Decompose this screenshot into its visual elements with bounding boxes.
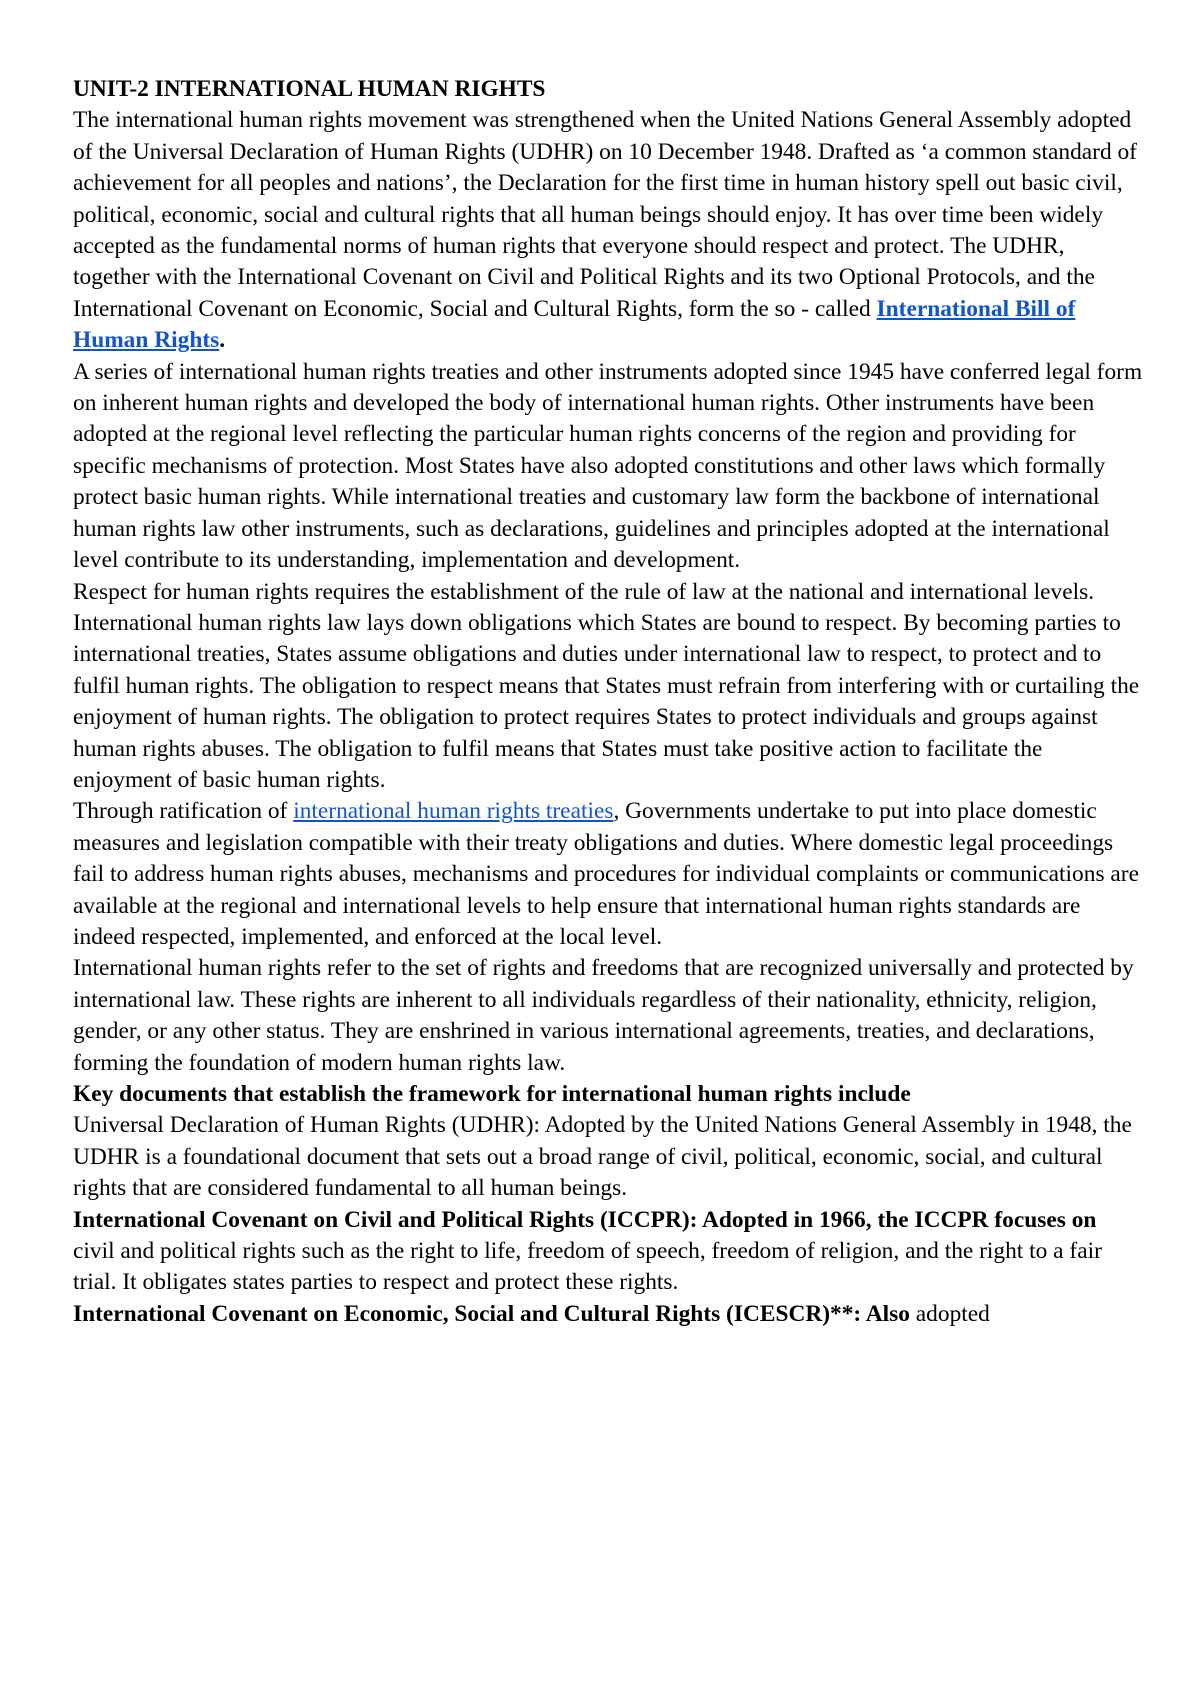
paragraph-text: The international human rights movement was strengthened when the United Nations General Assembly adopted of the Universal Declaration of Human Rights (UDHR) on 10 December 1948. Drafted as ‘a common standard of achievement for all peoples and nations’, the Declaration for the first time in human history spell out basic civil, political, economic, social and cultural rights that all human beings should enjoy. It has over time been widely accepted as the fundamental norms of human rights that everyone should respect and protect. The UDHR, together with the International Covenant on Civil and Political Rights and its two Optional Protocols, and the International Covenant on Economic, Social and Cultural Rights, form the so - called	[73, 107, 1137, 322]
page-title: UNIT-2 INTERNATIONAL HUMAN RIGHTS	[73, 76, 546, 102]
icescr-heading: International Covenant on Economic, Social and Cultural Rights (ICESCR)**: Also	[73, 1300, 910, 1327]
paragraph-udhr: Universal Declaration of Human Rights (UDHR): Adopted by the United Nations General Assembly in 1948, the UDHR is a foundational document that sets out a broad range of civil, political, economic, social, and cultural rights that are considered fundamental to all human beings.	[73, 1112, 1132, 1202]
paragraph-ratification	[73, 796, 1143, 953]
paragraph-text: , Governments undertake to put into place domestic measures and legislation compatible with their treaty obligations and duties. Where domestic legal proceedings fail to address human rights abuses, mechanisms and procedures for individual complaints or communications are available at the regional and international levels to help ensure that international human rights standards are indeed respected, implemented, and enforced at the local level.	[73, 798, 1139, 950]
paragraph-iccpr	[73, 1205, 1143, 1299]
iccpr-heading: International Covenant on Civil and Political Rights (ICCPR): Adopted in 1966, the ICCPR focuses on	[73, 1206, 1097, 1233]
document-body	[73, 74, 1143, 1330]
paragraph-text: civil and political rights such as the right to life, freedom of speech, freedom of religion, and the right to a fair trial. It obligates states parties to respect and protect these rights.	[73, 1238, 1102, 1296]
paragraph-obligations: International human rights law lays down obligations which States are bound to respect. By becoming parties to international treaties, States assume obligations and duties under international law to respect, to protect and to fulfil human rights. The obligation to respect means that States must refrain from interfering with or curtailing the enjoyment of human rights. The obligation to protect requires States to protect individuals and groups against human rights abuses. The obligation to fulfil means that States must take positive action to facilitate the enjoyment of basic human rights.	[73, 609, 1140, 793]
paragraph-rule-of-law: Respect for human rights requires the establishment of the rule of law at the national and international levels.	[73, 578, 1095, 605]
key-documents-heading: Key documents that establish the framework for international human rights include	[73, 1081, 911, 1107]
treaties-link[interactable]: international human rights treaties	[293, 798, 614, 825]
paragraph-text: adopted	[909, 1300, 990, 1327]
paragraph-treaties: A series of international human rights treaties and other instruments adopted since 1945 have conferred legal form on inherent human rights and developed the body of international human rights. Other instruments have been adopted at the regional level reflecting the particular human rights concerns of the region and providing for specific mechanisms of protection. Most States have also adopted constitutions and other laws which formally protect basic human rights. While international treaties and customary law form the backbone of international human rights law other instruments, such as declarations, guidelines and principles adopted at the international level contribute to its understanding, implementation and development.	[73, 358, 1143, 574]
paragraph-end-period: .	[219, 327, 226, 354]
paragraph-icescr	[73, 1299, 1143, 1330]
international-bill-link[interactable]: International Bill of Human Rights	[73, 295, 1076, 354]
paragraph-text: Through ratification of	[73, 798, 294, 825]
paragraph-definition: International human rights refer to the set of rights and freedoms that are recognized universally and protected by international law. These rights are inherent to all individuals regardless of their nationality, ethnicity, religion, gender, or any other status. They are enshrined in various international agreements, treaties, and declarations, forming the foundation of modern human rights law.	[73, 955, 1134, 1076]
paragraph-udhr-intro	[73, 105, 1143, 356]
